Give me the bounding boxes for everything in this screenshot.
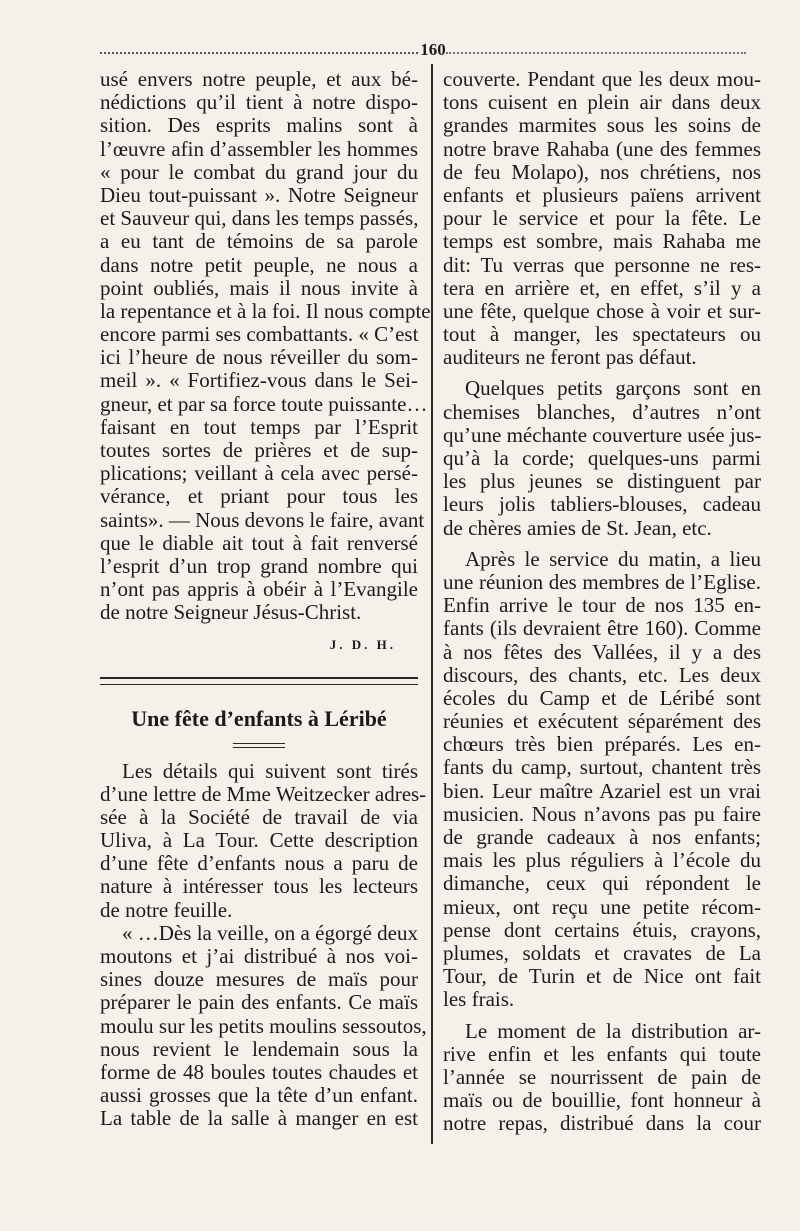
text-line: qu’une méchante couverture usée jus- [443, 422, 762, 447]
text-line: pense dont certains étuis, crayons, [443, 917, 761, 942]
text-line: de notre feuille. [100, 897, 233, 922]
text-line: mais les plus réguliers à l’école du [443, 848, 761, 873]
text-line: préparer le pain des enfants. Ce maïs [100, 990, 418, 1015]
article-title: Une fête d’enfants à Léribé [131, 705, 387, 731]
text-line: meil ». « Fortifiez-vous dans le Sei- [100, 368, 418, 393]
text-line: Quelques petits garçons sont en [465, 376, 761, 401]
text-line: dit: Tu verras que personne ne res- [443, 252, 761, 277]
text-line: nature à intéresser tous les lecteurs [100, 874, 418, 899]
text-line: de notre Seigneur Jésus-Christ. [100, 600, 362, 625]
text-line: la repentance et à la foi. Il nous compte [100, 298, 431, 323]
left-paragraph-3 [100, 920, 427, 1131]
text-line: l’œuvre afin d’assembler les hommes [100, 136, 418, 161]
text-line: a eu tant de témoins de sa parole [100, 229, 418, 254]
text-line: les plus jeunes se distinguent par [443, 469, 761, 494]
right-column [443, 68, 761, 1135]
text-line: de grande cadeaux à nos enfants; [443, 825, 761, 849]
text-line: notre brave Rahaba (une des femmes [443, 136, 761, 161]
text-line: sée à la Société de travail de via [100, 804, 418, 829]
signature: J. D. H. [329, 636, 396, 652]
text-line: vérance, et priant pour tous les [100, 484, 418, 509]
header-rule-left [100, 52, 418, 54]
text-line: Tour, de Turin et de Nice ont fait [443, 964, 761, 989]
text-line: chemises blanches, d’autres n’ont [443, 399, 761, 424]
text-line: et Sauveur qui, dans les temps passés, [100, 206, 419, 231]
text-line: « …Dès la veille, on a égorgé deux [122, 920, 418, 945]
text-line: nédictions qu’il tient à notre dispo- [100, 90, 418, 115]
text-line: qu’à la corde; quelques-uns parmi [443, 446, 761, 470]
text-line: mieux, ont reçu une petite récom- [443, 894, 761, 919]
text-line: à nos fêtes des Vallées, il y a des [443, 639, 761, 664]
text-line: plications; veillant à cela avec persé- [100, 461, 418, 486]
text-line: encore parmi ses combattants. « C’est [100, 322, 419, 347]
text-line: bien. Leur maître Azariel est un vrai [443, 778, 761, 803]
text-line: sition. Des esprits malins sont à [100, 113, 418, 138]
column-divider [431, 64, 433, 1144]
text-line: une réunion des membres de l’Eglise. [443, 569, 761, 594]
text-line: forme de 48 boules toutes chaudes et [100, 1059, 418, 1084]
text-line: les frais. [443, 987, 515, 1012]
text-line: fants du camp, surtout, chantent très [443, 755, 761, 780]
text-line: auditeurs ne feront pas défaut. [443, 345, 697, 370]
header-rule-right [446, 52, 746, 54]
page-number: 160 [420, 40, 446, 59]
text-line: pour le service et pour la fête. Le [443, 206, 761, 231]
text-line: chœurs très bien préparés. Les en- [443, 732, 761, 757]
text-line: Après le service du matin, a lieu [465, 546, 761, 571]
right-paragraph-4 [443, 1020, 761, 1136]
text-line: dans notre petit peuple, ne nous a [100, 252, 418, 277]
text-line: réunies et exécutent séparément des [443, 709, 761, 734]
text-line: Les détails qui suivent sont tirés [122, 758, 418, 783]
right-paragraph-2 [443, 377, 761, 539]
text-line: enfants et plusieurs païens arrivent [443, 182, 761, 207]
text-line: toutes sortes de prières et de sup- [100, 438, 418, 462]
text-line: « pour le combat du grand jour du [100, 159, 418, 184]
text-line: n’ont pas appris à obéir à l’Evangile [100, 577, 418, 602]
text-line: dimanche, ceux qui répondent le [443, 871, 761, 896]
text-line: Uliva, à La Tour. Cette description [100, 828, 418, 853]
text-line: usé envers notre peuple, et aux bé- [100, 67, 418, 91]
left-paragraph-1 [100, 67, 431, 625]
text-line: une fête, quelque chose à voir et sur- [443, 298, 761, 323]
text-line: Le moment de la distribution ar- [465, 1018, 761, 1043]
right-paragraph-3 [443, 548, 761, 1012]
text-line: gneur, et par sa force toute puissante… [100, 391, 428, 416]
text-line: musicien. Nous n’avons pas pu faire [443, 801, 761, 826]
text-line: point oubliés, mais il nous invite à [100, 275, 418, 300]
text-line: d’une lettre de Mme Weitzecker adres- [100, 781, 427, 806]
left-column [100, 67, 431, 1131]
text-line: que le diable ait tout à fait renversé [100, 530, 418, 555]
text-line: couverte. Pendant que les deux mou- [443, 67, 761, 91]
text-line: ici l’heure de nous réveiller du som- [100, 345, 418, 370]
right-paragraph-1 [443, 68, 761, 369]
text-line: temps est sombre, mais Rahaba me [443, 229, 761, 254]
text-line: leurs jolis tabliers-blouses, cadeau [443, 492, 761, 517]
section-divider [100, 677, 418, 685]
text-line: moulu sur les petits moulins sessoutos, [100, 1013, 427, 1038]
text-line: écoles du Camp et de Léribé sont [443, 685, 761, 710]
text-line: nous revient le lendemain sous la [100, 1036, 418, 1061]
text-line: rive enfin et les enfants qui toute [443, 1041, 761, 1066]
text-line: tons cuisent en plein air dans deux [443, 90, 761, 115]
text-line: de feu Molapo), nos chrétiens, nos [443, 159, 761, 184]
text-line: tout à manger, les spectateurs ou [443, 322, 761, 347]
left-paragraph-2 [100, 758, 427, 922]
text-line: Enfin arrive le tour de nos 135 en- [443, 593, 761, 618]
text-line: tera en arrière et, en effet, s’il y a [443, 275, 761, 300]
text-line: faisant en tout temps par l’Esprit [100, 414, 418, 439]
text-line: notre repas, distribué dans la cour [443, 1111, 761, 1136]
text-line: plumes, soldats et cravates de La [443, 940, 761, 965]
text-line: l’année se nourrissent de pain de [443, 1064, 761, 1089]
text-line: maïs ou de bouillie, font honneur à [443, 1088, 761, 1113]
text-line: La table de la salle à manger en est [100, 1106, 418, 1131]
text-line: de chères amies de St. Jean, etc. [443, 515, 712, 540]
text-line: moutons et j’ai distribué à nos voi- [100, 944, 418, 968]
text-line: discours, des chants, etc. Les deux [443, 662, 761, 687]
text-line: d’une fête d’enfants nous a paru de [100, 851, 418, 876]
text-line: sines douze mesures de maïs pour [100, 967, 418, 992]
text-line: aussi grosses que la tête d’un enfant. [100, 1083, 418, 1108]
title-ornament [233, 743, 285, 748]
text-line: Dieu tout-puissant ». Notre Seigneur [100, 182, 418, 207]
text-line: l’esprit d’un trop grand nombre qui [100, 553, 418, 578]
text-line: saints». — Nous devons le faire, avant [100, 507, 425, 532]
text-line: fants (ils devraient être 160). Comme [443, 616, 761, 641]
text-line: grandes marmites sous les soins de [443, 113, 761, 138]
